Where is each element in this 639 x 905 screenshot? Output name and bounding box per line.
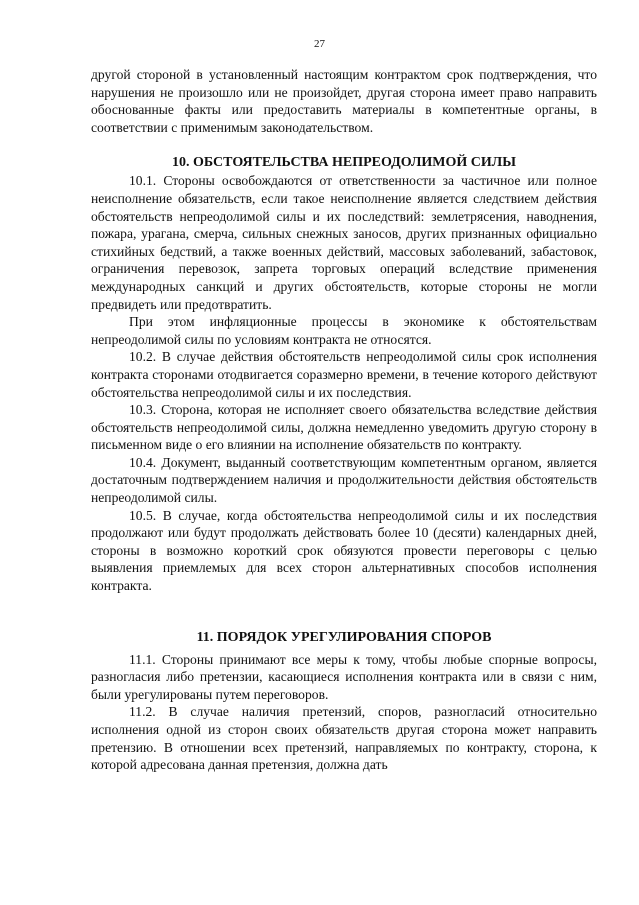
paragraph-10-1-note: При этом инфляционные процессы в экономике к обстоятельствам непреодолимой силы по условиям контракта не относятся. <box>91 314 597 347</box>
page-number: 27 <box>314 38 325 50</box>
paragraph-10-5: 10.5. В случае, когда обстоятельства непреодолимой силы и их последствия продолжают или будут продолжать действовать более 10 (десяти) календарных дней, стороны в возможно короткий срок обязуются провести переговоры с целью выявления приемлемых для всех сторон альтернативных способов исполнения контракта. <box>91 507 597 594</box>
paragraph-11-2: 11.2. В случае наличия претензий, споров, разногласий относительно исполнения одной из сторон своих обязательств другая сторона может направить претензию. В отношении всех претензий, направляемых по контракту, сторона, к которой адресована данная претензия, должна дать <box>91 704 597 773</box>
section-11-title: 11. ПОРЯДОК УРЕГУЛИРОВАНИЯ СПОРОВ <box>196 629 492 645</box>
page-content <box>91 66 597 774</box>
paragraph-11-1: 11.1. Стороны принимают все меры к тому, чтобы любые спорные вопросы, разногласия либо претензии, касающиеся исполнения контракта или в связи с ним, были урегулированы путем переговоров. <box>91 651 597 702</box>
paragraph-10-1: 10.1. Стороны освобождаются от ответственности за частичное или полное неисполнение обязательств, если такое неисполнение является следствием действия обстоятельств непреодолимой силы и их последствий: землетрясения, наводнения, пожара, урагана, смерча, сильных снежных заносов, других признанных официально стихийных бедствий, а также военных действий, массовых заболеваний, забастовок, ограничения перевозок, запрета торговых операций вследствие применения международных санкций и других обстоятельств, которые стороны не могли предвидеть или предотвратить. <box>91 173 597 312</box>
paragraph-10-2: 10.2. В случае действия обстоятельств непреодолимой силы срок исполнения контракта сторонами отодвигается соразмерно времени, в течение которого действуют обстоятельства непреодолимой силы и их последствия. <box>91 349 597 400</box>
intro-paragraph: другой стороной в установленный настоящим контрактом срок подтверждения, что нарушения не произошло или не произойдет, другая сторона имеет право направить обоснованные факты или предоставить материалы в компетентные органы, в соответствии с применимым законодательством. <box>91 67 597 135</box>
paragraph-10-3: 10.3. Сторона, которая не исполняет своего обязательства вследствие действия обстоятельств непреодолимой силы, должна немедленно уведомить другую сторону в письменном виде о его влиянии на исполнение обязательств по контракту. <box>91 402 597 453</box>
paragraph-10-4: 10.4. Документ, выданный соответствующим компетентным органом, является достаточным подтверждением наличия и продолжительности действия обстоятельств непреодолимой силы. <box>91 454 597 506</box>
section-10-title: 10. ОБСТОЯТЕЛЬСТВА НЕПРЕОДОЛИМОЙ СИЛЫ <box>172 155 516 171</box>
